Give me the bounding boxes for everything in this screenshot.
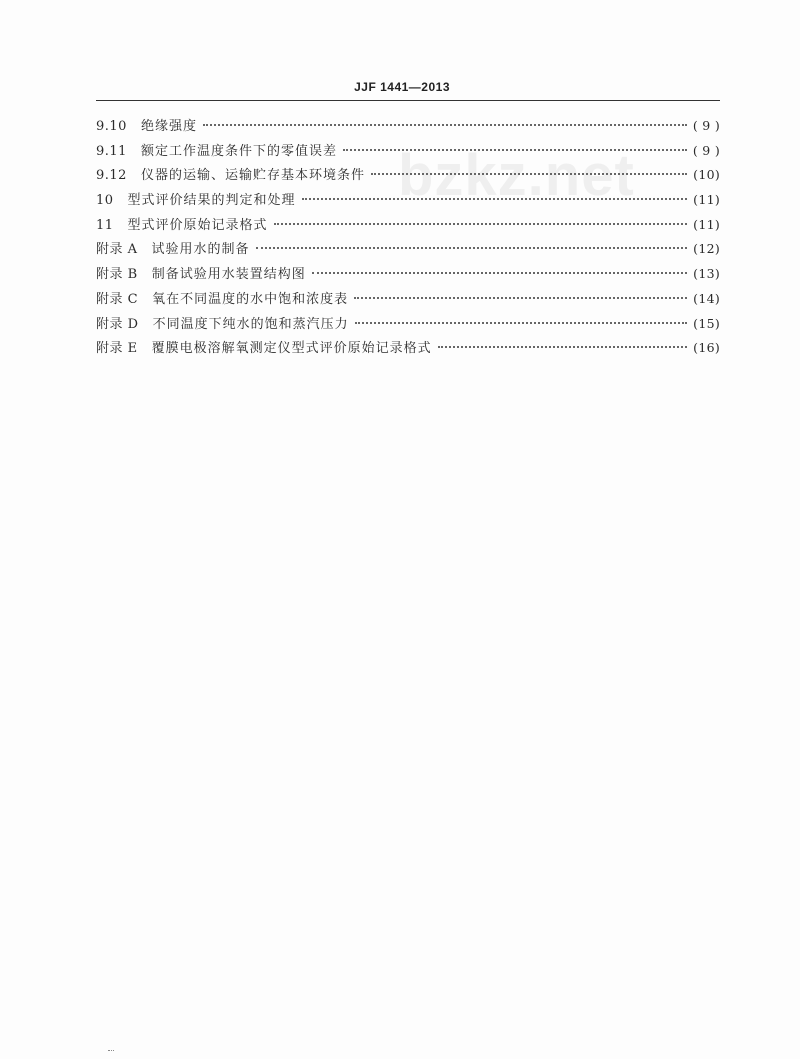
dot-leader xyxy=(371,173,687,175)
toc-entry-number: 附录 B xyxy=(96,267,138,283)
toc-entry-number: 附录 A xyxy=(96,242,138,258)
dot-leader xyxy=(343,149,687,151)
standard-code: JJF 1441—2013 xyxy=(354,80,450,94)
toc-entry-page: (11) xyxy=(693,192,720,208)
toc-entry-page: (14) xyxy=(693,290,720,306)
toc-entry-title: 绝缘强度 xyxy=(140,119,197,134)
toc-entry-title: 试验用水的制备 xyxy=(151,242,250,258)
watermark: bzkz.net xyxy=(398,143,635,208)
toc-entry[interactable] xyxy=(96,262,720,287)
toc-entry-title: 不同温度下纯水的饱和蒸汽压力 xyxy=(152,316,349,332)
toc-entry-page: ( 9 ) xyxy=(692,142,720,158)
toc-entry-number: 9.10 xyxy=(96,119,127,134)
toc-entry-page: (16) xyxy=(693,340,720,356)
toc-entry-page: ( 9 ) xyxy=(692,118,720,133)
toc-entry-page: (10) xyxy=(693,167,720,183)
toc-entry-page: (12) xyxy=(693,241,720,257)
dot-leader xyxy=(312,272,687,274)
toc-entry[interactable] xyxy=(96,139,720,164)
page-header xyxy=(96,78,720,101)
toc-entry[interactable] xyxy=(96,114,720,139)
toc-entry-number: 9.12 xyxy=(96,168,127,184)
toc-entry-number: 附录 D xyxy=(96,316,139,332)
toc-entry-title: 覆膜电极溶解氧测定仪型式评价原始记录格式 xyxy=(151,341,432,357)
dot-leader xyxy=(256,247,688,249)
dot-leader xyxy=(274,223,688,225)
dot-leader xyxy=(355,322,688,324)
toc-entry-title: 额定工作温度条件下的零值误差 xyxy=(140,143,337,159)
toc-entry-page: (13) xyxy=(693,266,720,282)
toc-entry-number: 9.11 xyxy=(96,143,127,159)
toc-entry-title: 仪器的运输、运输贮存基本环境条件 xyxy=(140,168,365,184)
toc-entry-title: 型式评价结果的判定和处理 xyxy=(127,193,296,209)
dot-leader xyxy=(302,198,688,200)
toc-entry[interactable] xyxy=(96,312,720,337)
toc-entry-title: 型式评价原始记录格式 xyxy=(127,217,268,233)
toc-entry[interactable] xyxy=(96,213,720,238)
toc-entry[interactable] xyxy=(96,237,720,262)
toc-entry[interactable] xyxy=(96,287,720,312)
toc-entry-page: (11) xyxy=(693,216,720,232)
toc-entry-title: 制备试验用水装置结构图 xyxy=(151,267,306,283)
toc-entry[interactable] xyxy=(96,336,720,361)
dot-leader xyxy=(354,297,687,299)
toc-entry-number: 附录 E xyxy=(96,341,138,357)
toc-entry-page: (15) xyxy=(693,315,720,331)
toc-entry[interactable] xyxy=(96,188,720,213)
toc-entry[interactable] xyxy=(96,163,720,188)
table-of-contents xyxy=(96,114,720,361)
toc-entry-number: 10 xyxy=(96,193,114,209)
toc-entry-number: 11 xyxy=(96,217,114,233)
dot-leader xyxy=(203,124,687,126)
toc-entry-title: 氧在不同温度的水中饱和浓度表 xyxy=(152,291,349,307)
dot-leader xyxy=(438,346,688,348)
page-footer-mark xyxy=(108,1050,114,1053)
toc-entry-number: 附录 C xyxy=(96,291,139,307)
